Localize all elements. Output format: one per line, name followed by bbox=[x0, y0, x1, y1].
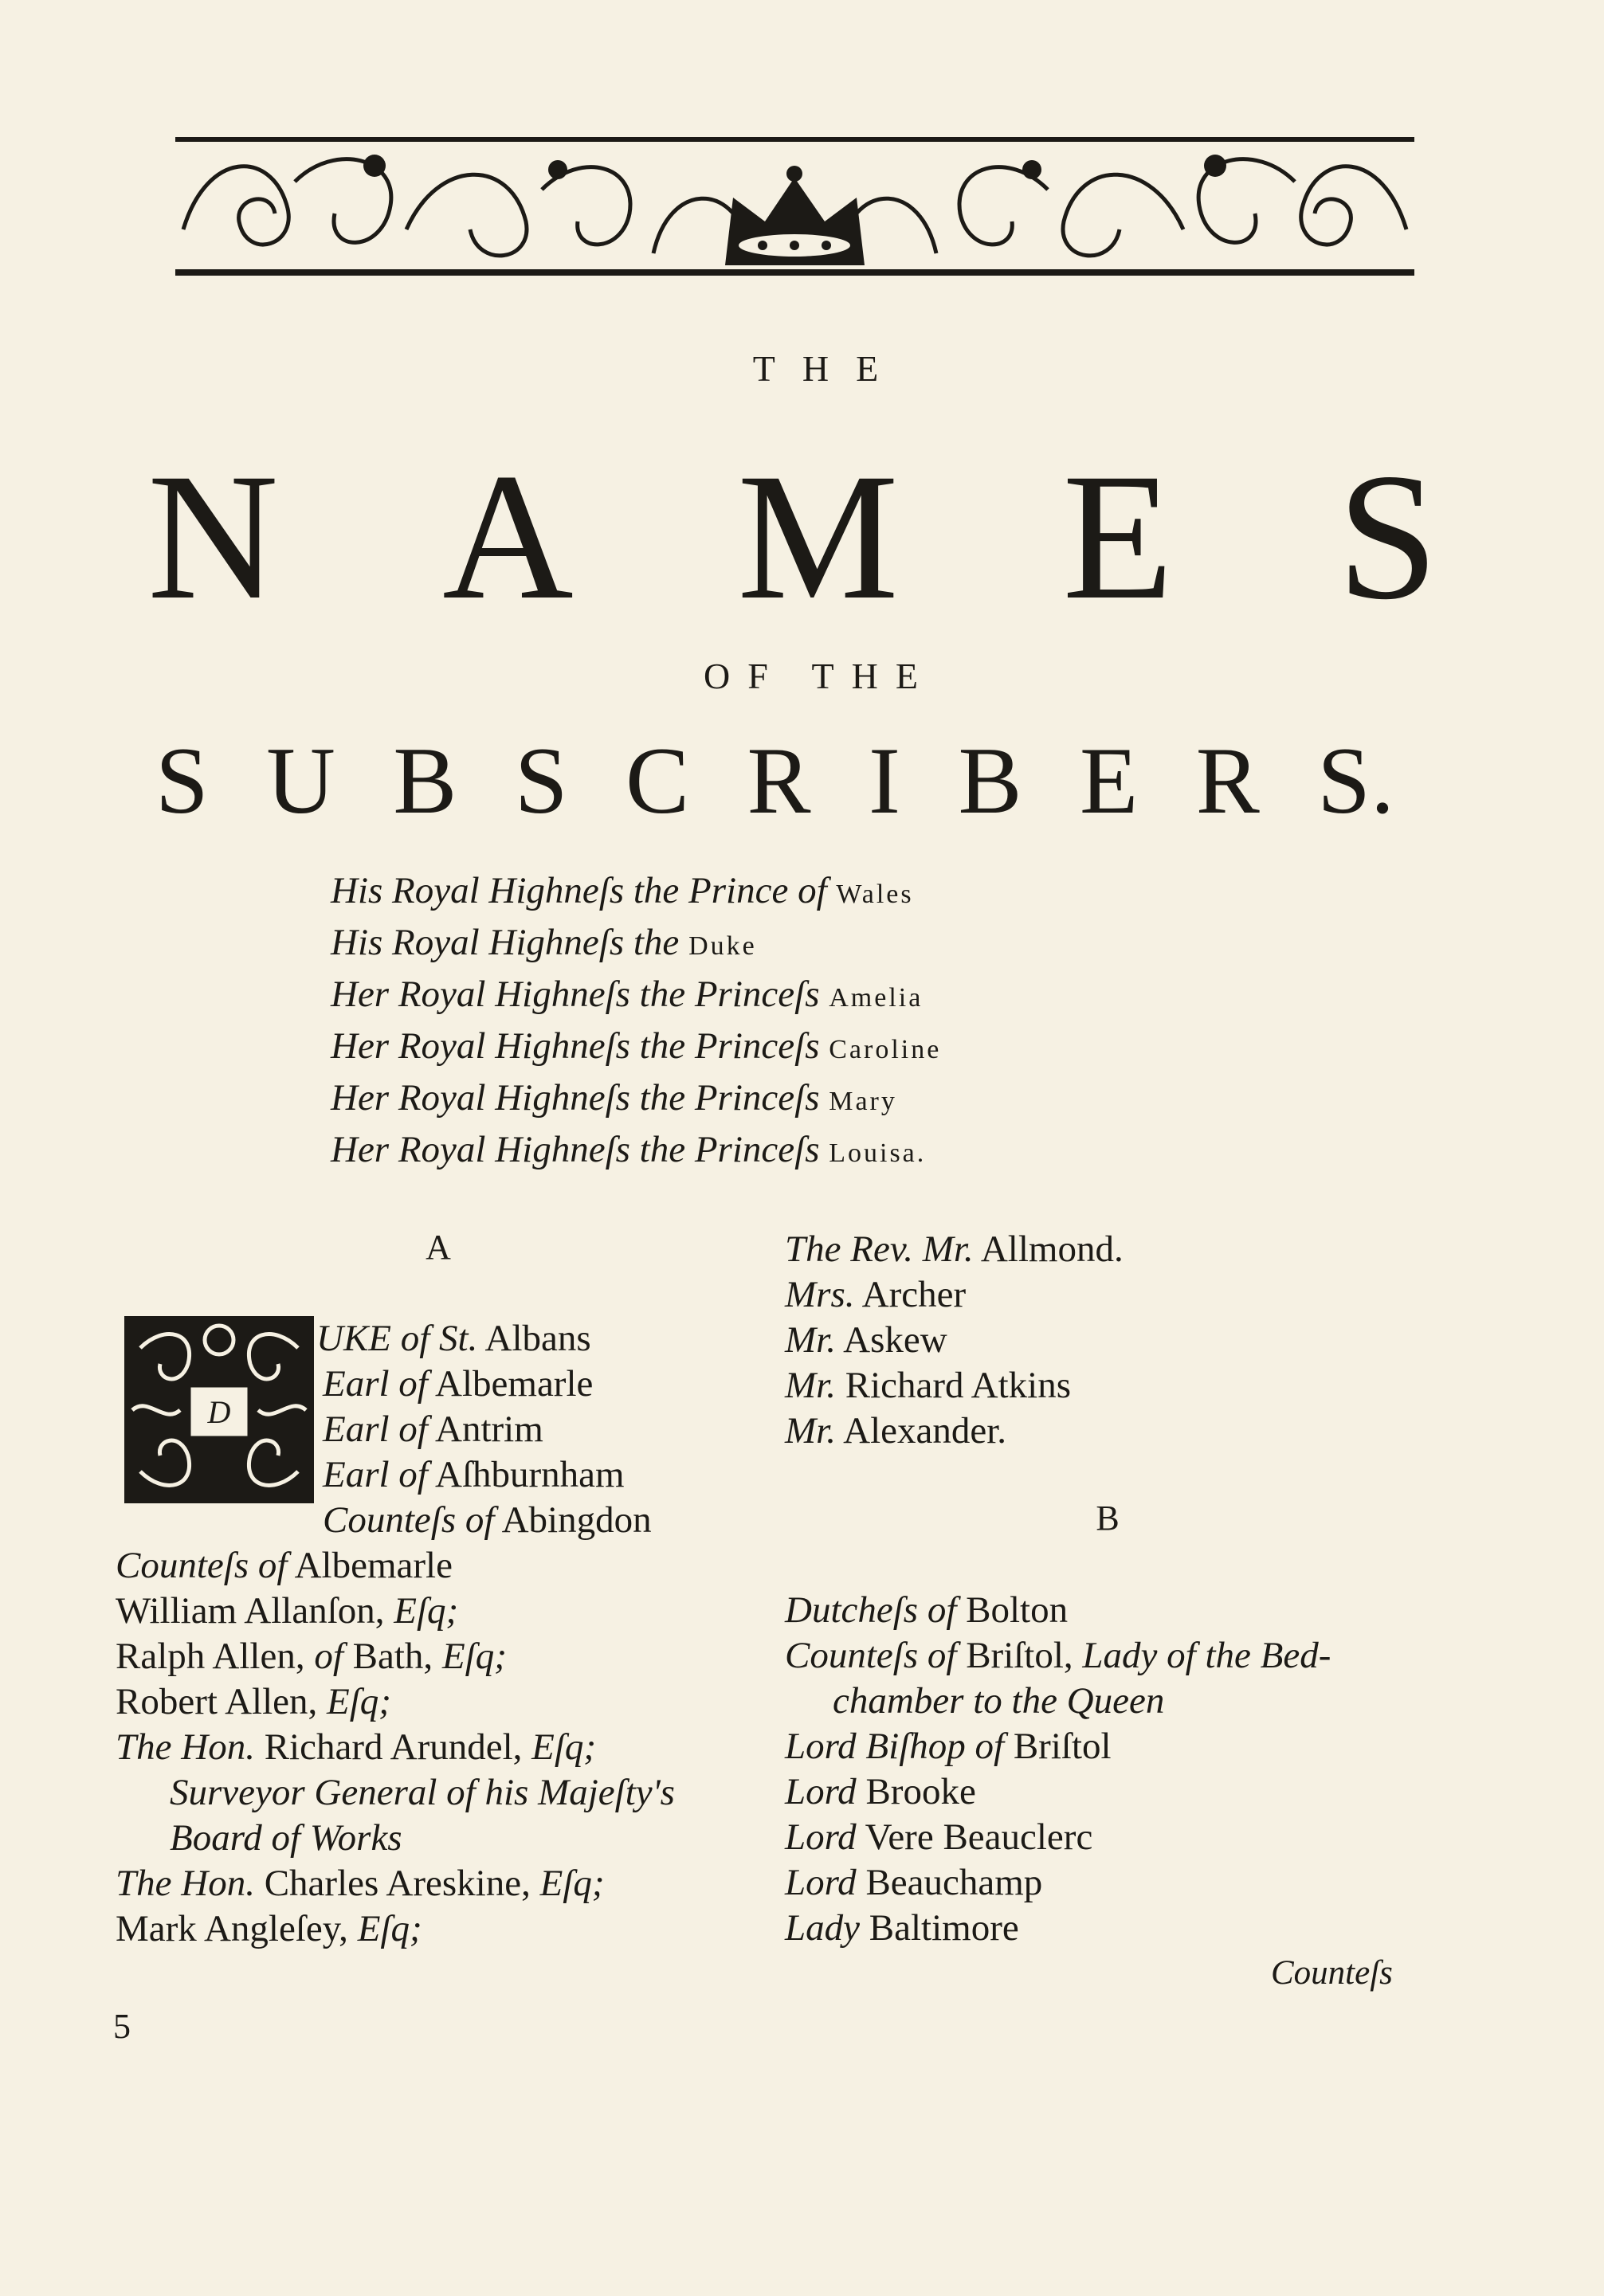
dropcap-letter: D bbox=[207, 1394, 231, 1430]
subscriber-entry: The Hon. Charles Areskine, Eſq; bbox=[116, 1863, 605, 1904]
crown-icon bbox=[725, 166, 865, 265]
royal-subscriber: Her Royal Highneſs the Princeſs Mary bbox=[331, 1077, 897, 1119]
royal-subscriber: His Royal Highneſs the Duke bbox=[331, 922, 757, 963]
subscriber-entry: Dutcheſs of Bolton bbox=[785, 1589, 1069, 1631]
title-names-letter: E bbox=[1062, 437, 1174, 637]
subscriber-entry: Earl of Antrim bbox=[323, 1409, 543, 1450]
title-subscribers-letter: C bbox=[626, 727, 690, 833]
title-subscribers-letter: B bbox=[958, 727, 1022, 833]
subscriber-entry: Counteſs of Abingdon bbox=[323, 1499, 652, 1541]
signature-mark: 5 bbox=[113, 2007, 131, 2046]
title-names-letter: N bbox=[147, 437, 279, 637]
subscriber-entry: Lord Beauchamp bbox=[785, 1862, 1043, 1903]
title-subscribers-letter: I bbox=[869, 727, 900, 833]
subscriber-entry: Lord Vere Beauclerc bbox=[785, 1816, 1093, 1858]
title-names-letter: A bbox=[442, 437, 574, 637]
subscriber-entry: Counteſs of Albemarle bbox=[116, 1545, 453, 1586]
title-subscribers-letter: E bbox=[1079, 727, 1139, 833]
subscriber-entry: Ralph Allen, of Bath, Eſq; bbox=[116, 1636, 507, 1677]
subscriber-entry-continuation: Board of Works bbox=[170, 1817, 402, 1859]
royal-subscriber: His Royal Highneſs the Prince of Wales bbox=[331, 870, 914, 911]
royal-subscriber: Her Royal Highneſs the Princeſs Amelia bbox=[331, 974, 924, 1015]
title-subscribers-letter: S bbox=[514, 727, 568, 833]
subscriber-entry: Robert Allen, Eſq; bbox=[116, 1681, 391, 1722]
section-letter-b: B bbox=[1096, 1499, 1120, 1538]
title-names-letter: S bbox=[1337, 437, 1438, 637]
subscriber-entry-continuation: Surveyor General of his Majeſty's bbox=[170, 1772, 675, 1813]
subscriber-entry: UKE of St. Albans bbox=[316, 1318, 591, 1359]
royal-subscriber: Her Royal Highneſs the Princeſs Caroline bbox=[331, 1025, 942, 1067]
title-of-the: OF THE bbox=[704, 656, 935, 696]
title-names-letter: M bbox=[737, 437, 899, 637]
title-subscribers-letter: R bbox=[747, 727, 811, 833]
subscriber-entry: Mark Angleſey, Eſq; bbox=[116, 1908, 422, 1949]
subscriber-entry: Lord Brooke bbox=[785, 1771, 976, 1812]
title-subscribers-letter: R bbox=[1195, 727, 1260, 833]
subscriber-entry: William Allanſon, Eſq; bbox=[116, 1590, 459, 1632]
subscriber-entry: Earl of Albemarle bbox=[323, 1363, 594, 1405]
title-names bbox=[147, 437, 1438, 637]
subscriber-entry: Mr. Askew bbox=[785, 1319, 947, 1361]
subscriber-entry: The Hon. Richard Arundel, Eſq; bbox=[116, 1726, 597, 1768]
headpiece-ornament bbox=[175, 134, 1414, 279]
catchword: Counteſs bbox=[1271, 1954, 1393, 1992]
royal-subscriber: Her Royal Highneſs the Princeſs Louisa. bbox=[331, 1129, 927, 1170]
title-subscribers-letter: U bbox=[266, 727, 335, 833]
title-subscribers bbox=[155, 729, 1394, 833]
title-subscribers-letter: S. bbox=[1317, 727, 1394, 833]
subscriber-entry: Mr. Alexander. bbox=[785, 1410, 1007, 1452]
section-letter-a: A bbox=[426, 1228, 451, 1267]
subscriber-entry: Lord Biſhop of Briſtol bbox=[785, 1726, 1112, 1767]
subscriber-entry: Mrs. Archer bbox=[785, 1274, 967, 1315]
subscriber-entry: Lady Baltimore bbox=[785, 1907, 1019, 1949]
title-subscribers-letter: B bbox=[393, 727, 457, 833]
subscriber-entry: The Rev. Mr. Allmond. bbox=[785, 1228, 1124, 1270]
title-subscribers-letter: S bbox=[155, 727, 209, 833]
subscriber-entry: Earl of Aſhburnham bbox=[323, 1454, 625, 1495]
subscriber-entry: Mr. Richard Atkins bbox=[785, 1365, 1072, 1406]
subscriber-entry-continuation: chamber to the Queen bbox=[833, 1680, 1165, 1722]
subscribers-column-right-a bbox=[785, 1227, 1502, 1454]
subscriber-entry: Counteſs of Briſtol, Lady of the Bed- bbox=[785, 1635, 1331, 1676]
subscribers-column-left bbox=[116, 1316, 753, 1952]
title-the: THE bbox=[752, 348, 906, 389]
royal-subscribers-list bbox=[331, 867, 1207, 1177]
subscribers-column-right-b bbox=[785, 1588, 1502, 1951]
